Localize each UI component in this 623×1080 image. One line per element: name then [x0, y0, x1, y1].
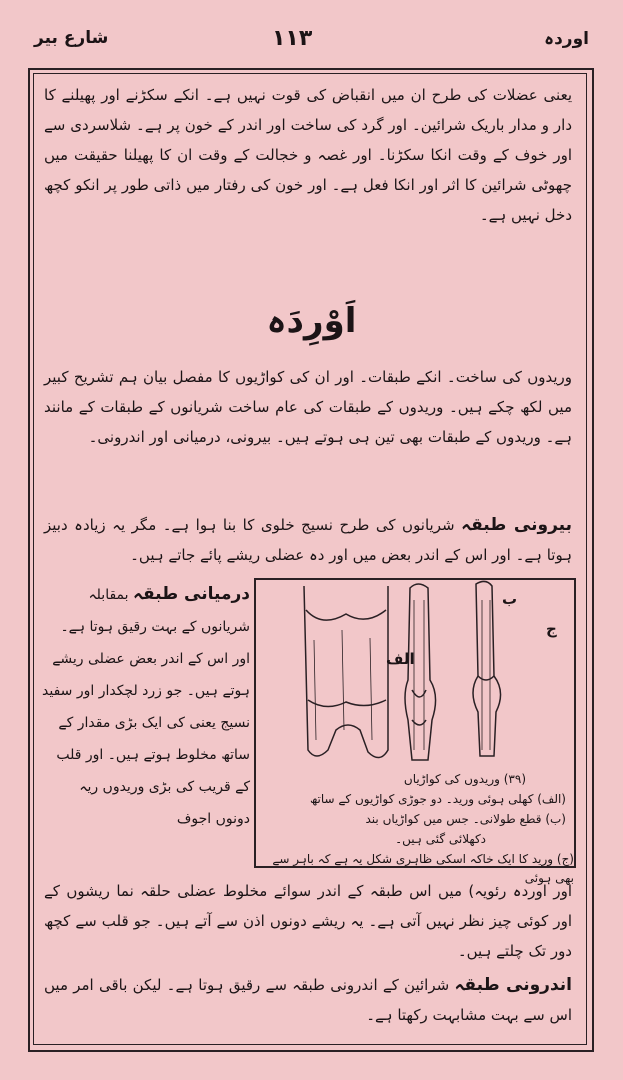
inner-layer-term: اندرونی طبقہ — [454, 975, 572, 995]
figure-caption-title: (۳۹) وریدوں کی کواڑیاں — [403, 772, 526, 786]
inner-layer-paragraph — [44, 970, 572, 1030]
middle-layer-paragraph — [42, 578, 250, 835]
outer-layer-text: شریانوں کی طرح نسیج خلوی کا بنا ہوا ہے۔ مگر یہ زیادہ دبیز ہوتا ہے۔ اور اس کے اندر بعض میں اور دہ عضلی ریشے پائے جاتے ہیں۔ — [44, 516, 572, 564]
outer-layer-paragraph — [44, 510, 572, 570]
inner-layer-text: شرائین کے اندرونی طبقہ سے رقیق ہوتا ہے۔ لیکن باقی امر میں اس سے بہت مشابہت رکھتا ہے۔ — [44, 976, 572, 1024]
figure-caption-jim: (ج) ورید کا ایک خاکہ اسکی ظاہری شکل یہ ہے کہ باہر سے بھی ہوئی — [272, 852, 574, 885]
figure-caption-be: (ب) قطع طولانی۔ جس میں کواڑیاں بند — [365, 812, 566, 826]
longitudinal-section-drawing — [405, 584, 436, 760]
figure-caption-alif: (الف) کھلی ہوئی ورید۔ دو جوڑی کواڑیوں کے ساتھ — [309, 792, 566, 806]
header-running-title-left: شارع بیر — [34, 28, 109, 48]
page-number: ۱۱۳ — [272, 26, 313, 51]
figure-caption-be-continued: دکھلائی گئی ہیں۔ — [395, 832, 486, 846]
middle-layer-term: درمیانی طبقہ — [132, 584, 250, 604]
outer-layer-term: بیرونی طبقہ — [461, 515, 572, 535]
section-title: اَوْرِدَہ — [266, 301, 357, 341]
opened-vein-drawing — [304, 586, 388, 758]
figure-label-be: ب — [502, 590, 518, 608]
section-paragraph: وریدوں کی ساخت۔ انکے طبقات۔ اور ان کی کواڑیوں کا مفصل بیان ہم تشریح کبیر میں لکھ چکے ہیں۔ وریدوں کے طبقات کی عام ساخت شریانوں کے طبقات کے مانند ہے۔ وریدوں کے طبقات بھی تین ہی ہوتے ہیں۔ بیرونی، درمیانی اور اندرونی۔ — [44, 368, 572, 446]
middle-layer-text: بمقابلہ شریانوں کے بہت رقیق ہوتا ہے۔ اور اس کے اندر بعض عضلی ریشے ہوتے ہیں۔ جو زرد لچکدار اور سفید نسیج یعنی کی ایک بڑی مقدار کے ساتھ مخلوط ہوتے ہیں۔ اور قلب کے قریب کی بڑی وریدوں ریہ دونوں اجوف — [42, 587, 250, 827]
header-running-title-right: اوردہ — [544, 29, 589, 49]
middle-layer-continuation: اور اوردہ رئویہ) میں اس طبقہ کے اندر سوائے مخلوط عضلی حلقہ نما ریشوں کے اور کوئی چیز نظر نہیں آتی ہے۔ یہ ریشے دونوں اذن سے آتے ہیں۔ جو قلب سے کچھ دور تک چلتے ہیں۔ — [44, 882, 572, 960]
figure-label-jim: ج — [546, 620, 557, 638]
vein-outline-drawing — [473, 581, 501, 756]
figure-label-alif: الف — [386, 650, 415, 668]
intro-paragraph: یعنی عضلات کی طرح ان میں انقباض کی قوت نہیں ہے۔ انکے سکڑنے اور پھیلنے کا دار و مدار باریک شرائین۔ اور گرد کی ساخت اور اندر کے خون پر ہے۔ شلاسردی سے اور خوف کے وقت انکا سکڑنا۔ اور غصہ و خجالت کے وقت ان کا پھیلنا حقیقت میں چھوٹی شرائین کا اثر اور انکا فعل ہے۔ اور خون کی رفتار میں ذاتی طور پر انکو کچھ دخل نہیں ہے۔ — [44, 86, 572, 224]
